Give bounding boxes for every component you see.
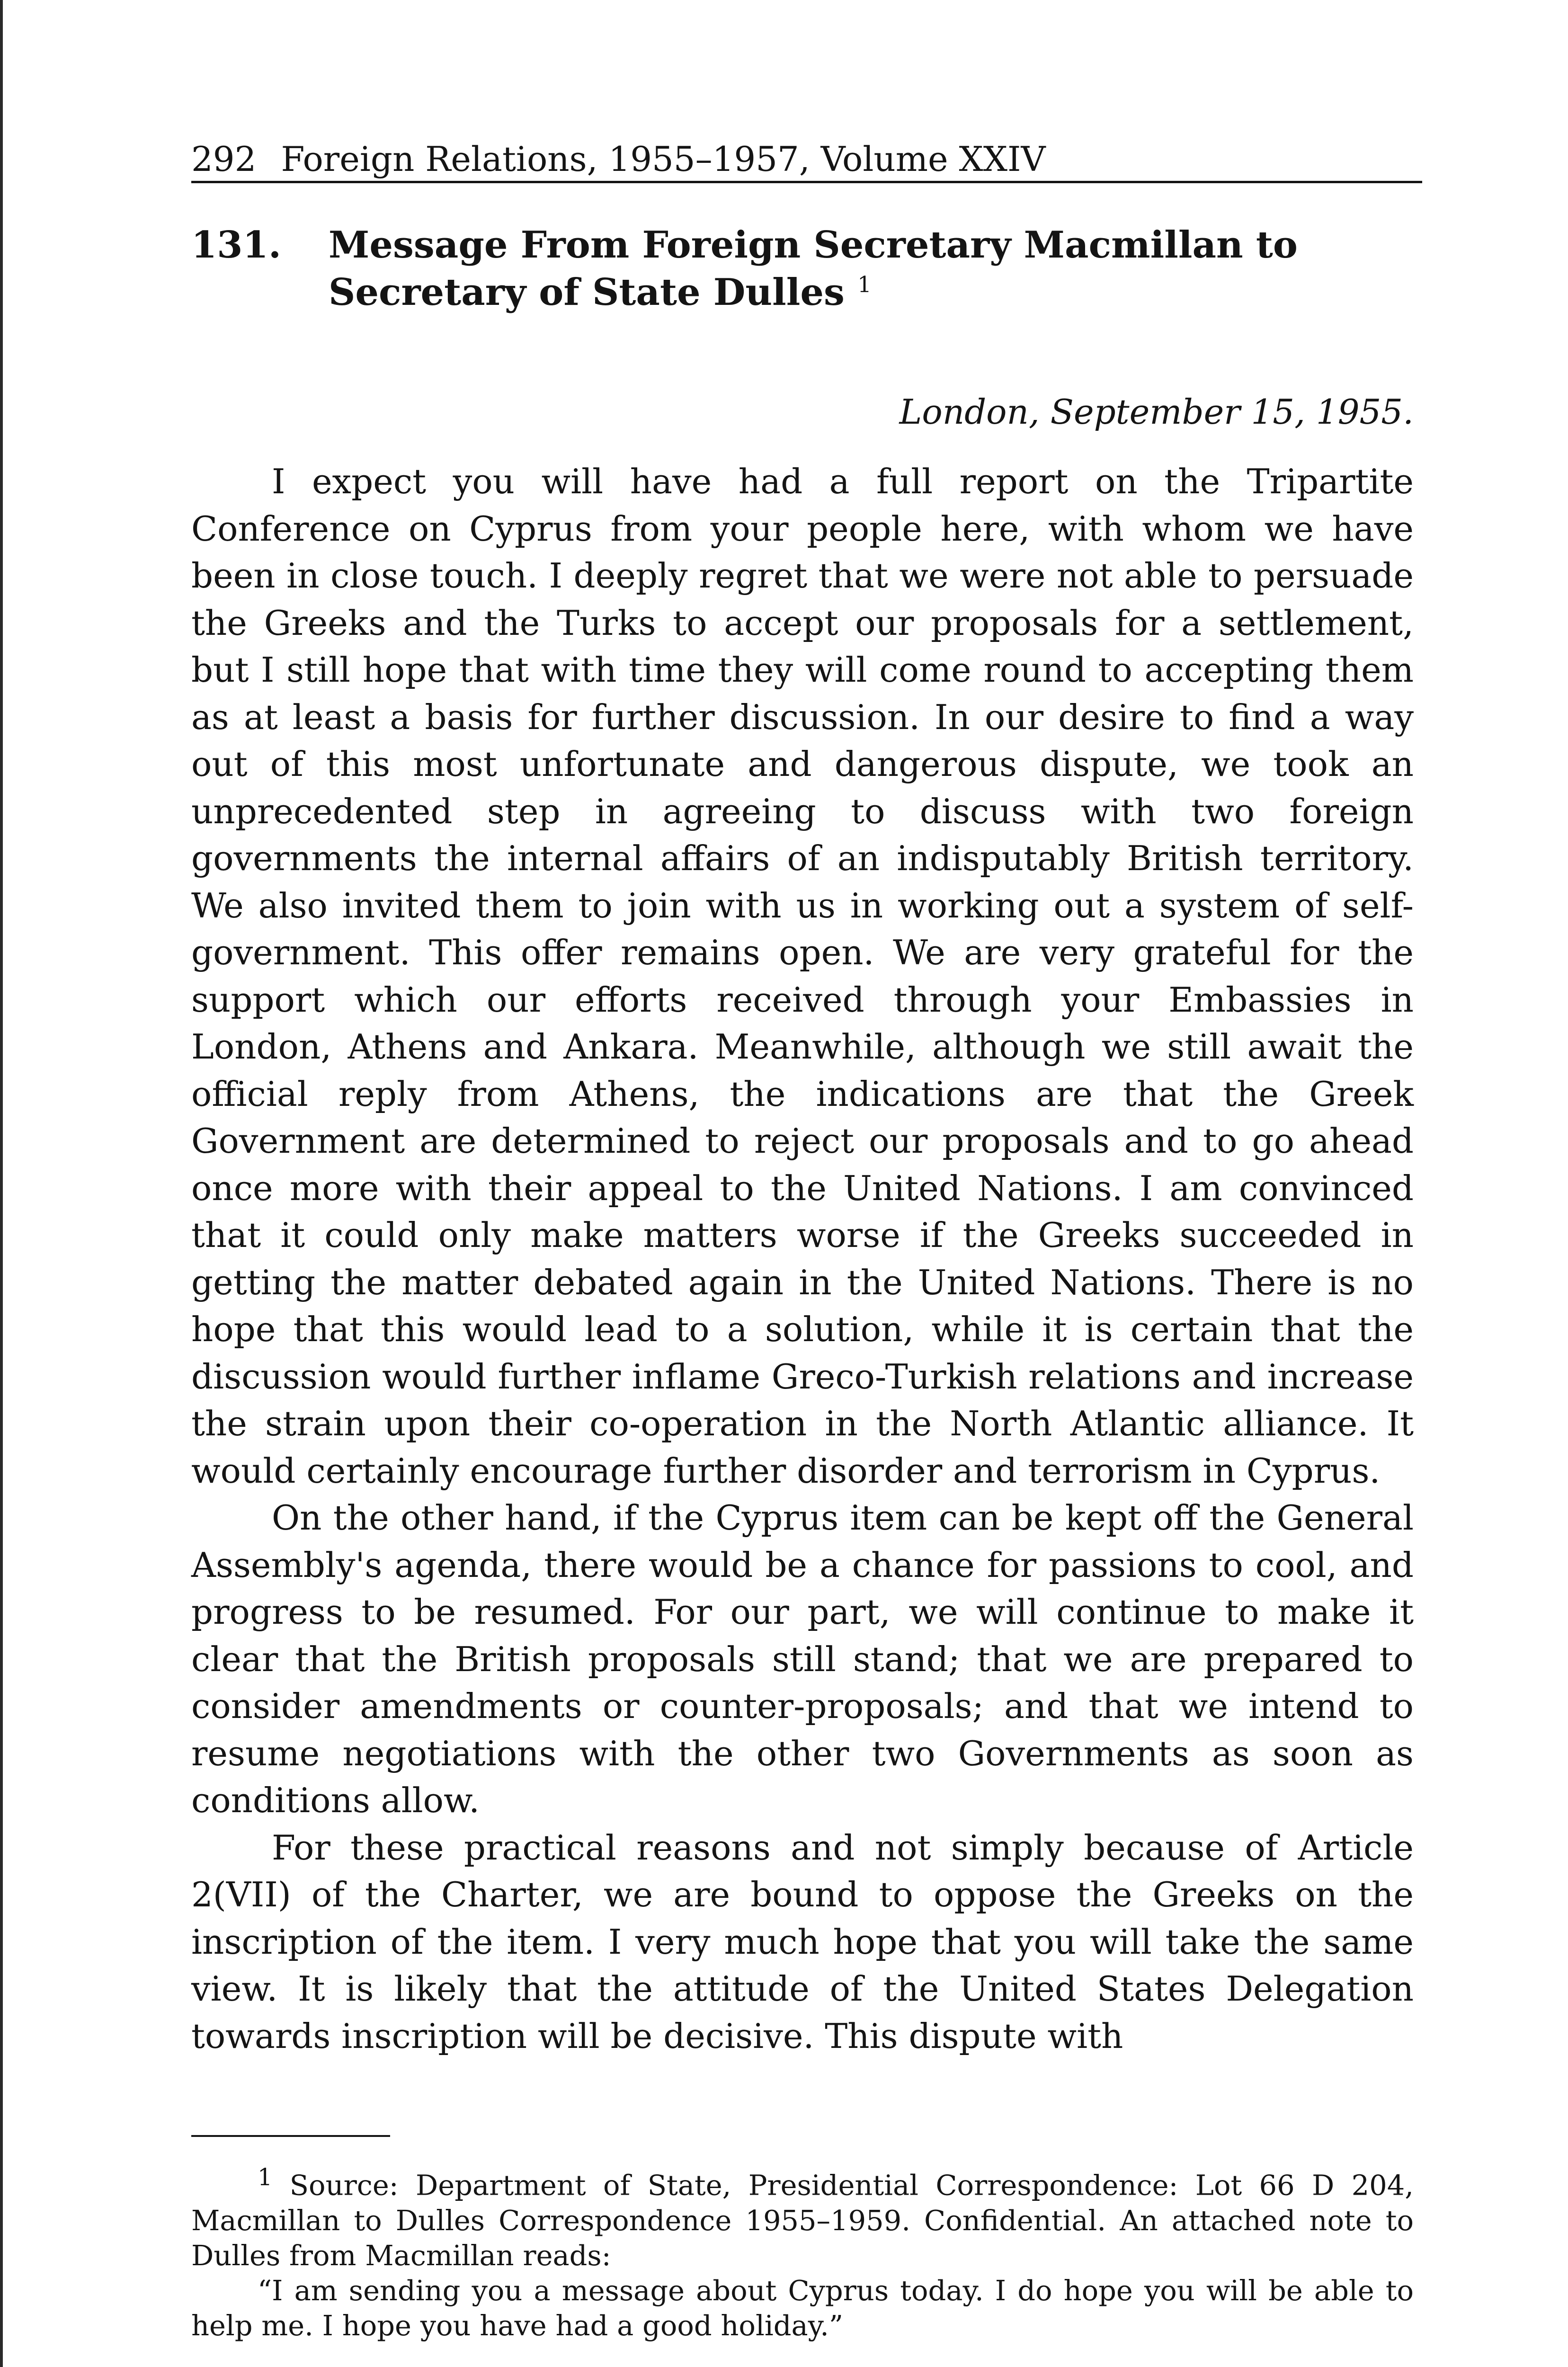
running-head	[191, 137, 1422, 183]
body-paragraph: On the other hand, if the Cyprus item can be kept off the General Assembly's agenda, there would be a chance for passions to cool, and progress to be resumed. For our part, we will continue to make it clear that the British proposals still stand; that we are prepared to consider amendments or counter-proposals; and that we intend to resume negotiations with the other two Governments as soon as conditions allow.	[191, 1498, 1414, 1820]
letter-body	[191, 458, 1414, 2060]
footnotes	[191, 2160, 1414, 2343]
series-title: Foreign Relations, 1955–1957, Volume XXIV	[281, 139, 1046, 179]
dateline: London, September 15, 1955.	[899, 392, 1414, 432]
footnote-source	[191, 2160, 1414, 2273]
footnote-marker: 1	[258, 2163, 273, 2191]
body-paragraph: For these practical reasons and not simply because of Article 2(VII) of the Charter, we are bound to oppose the Greeks on the inscription of the item. I very much hope that you will take the same view. It is likely that the attitude of the United States Delegation towards inscription will be decisive. This dispute with	[191, 1827, 1414, 2056]
page-number: 292	[191, 139, 257, 179]
footnote-reference[interactable]: 1	[857, 272, 872, 298]
document-title	[329, 222, 1370, 316]
footnote-source-text: Source: Department of State, Presidential Correspondence: Lot 66 D 204, Macmillan to Dulles Correspondence 1955–1959. Confidential. An attached note to Dulles from Macmillan reads:	[191, 2169, 1414, 2272]
document-number: 131.	[191, 223, 281, 267]
document-heading	[191, 222, 1422, 316]
footnote-quote: “I am sending you a message about Cyprus today. I do hope you will be able to help me. I hope you have had a good holiday.”	[191, 2274, 1414, 2342]
scan-edge	[0, 0, 3, 2367]
footnote-divider	[191, 2135, 390, 2137]
body-paragraph: I expect you will have had a full report on the Tripartite Conference on Cyprus from your people here, with whom we have been in close touch. I deeply regret that we were not able to persuade the Greeks and the Turks to accept our proposals for a settlement, but I still hope that with time they will come round to accepting them as at least a basis for further discussion. In our desire to find a way out of this most unfortunate and dangerous dispute, we took an unprecedented step in agreeing to discuss with two foreign governments the internal affairs of an indisputably British territory. We also invited them to join with us in working out a system of self-government. This offer remains open. We are very grateful for the support which our efforts received through your Embassies in London, Athens and Ankara. Meanwhile, although we still await the official reply from Athens, the indications are that the Greek Government are determined to reject our proposals and to go ahead once more with their appeal to the United Nations. I am convinced that it could only make matters worse if the Greeks succeeded in getting the matter debated again in the United Nations. There is no hope that this would lead to a solution, while it is certain that the discussion would further inflame Greco-Turkish relations and increase the strain upon their co-operation in the North Atlantic alliance. It would certainly encourage further disorder and terrorism in Cyprus.	[191, 462, 1414, 1491]
document-title-text: Message From Foreign Secretary Macmillan to Secretary of State Dulles	[329, 223, 1298, 314]
